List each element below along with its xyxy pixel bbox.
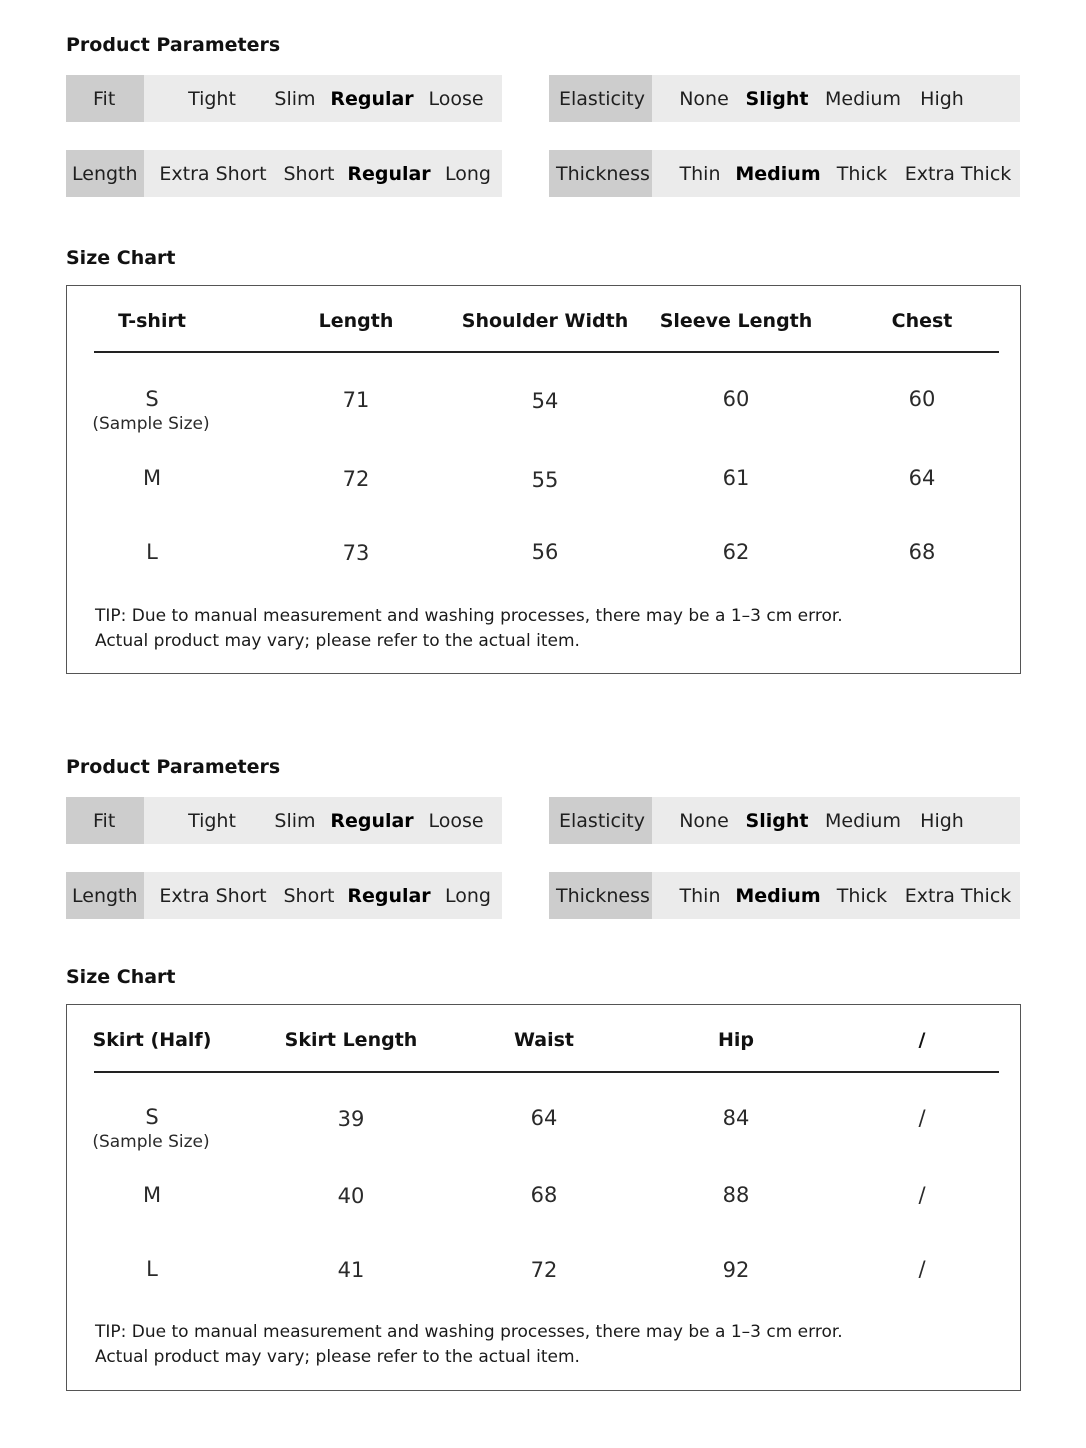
table-header: / bbox=[918, 1029, 926, 1051]
table-cell: 64 bbox=[908, 466, 936, 490]
fit-option-loose: Loose bbox=[428, 809, 484, 832]
thickness-option-extra-thick: Extra Thick bbox=[904, 162, 1012, 185]
length-parameter-bar bbox=[66, 150, 502, 197]
fit-option-loose: Loose bbox=[428, 87, 484, 110]
elasticity-parameter-bar bbox=[549, 75, 1020, 122]
table-header: Hip bbox=[717, 1029, 755, 1051]
fit-parameter-bar bbox=[66, 75, 502, 122]
size-cell: M bbox=[142, 1183, 162, 1207]
length-label: Length bbox=[66, 150, 144, 197]
table-cell: 71 bbox=[342, 388, 370, 412]
elasticity-label: Elasticity bbox=[549, 75, 652, 122]
tip-line-1: TIP: Due to manual measurement and washing processes, there may be a 1–3 cm error. bbox=[95, 606, 843, 626]
thickness-parameter-bar bbox=[549, 872, 1020, 919]
table-cell: 40 bbox=[337, 1184, 365, 1208]
length-option-short: Short bbox=[283, 884, 335, 907]
table-cell: 62 bbox=[722, 540, 750, 564]
elasticity-label: Elasticity bbox=[549, 797, 652, 844]
thickness-option-thick: Thick bbox=[836, 884, 888, 907]
table-header: Length bbox=[318, 310, 394, 332]
table-header: Skirt (Half) bbox=[92, 1029, 212, 1051]
sample-size-note: (Sample Size) bbox=[92, 1132, 210, 1152]
elasticity-option-high: High bbox=[920, 809, 964, 832]
thickness-option-medium: Medium bbox=[735, 884, 821, 907]
size-cell: L bbox=[146, 540, 158, 564]
table-cell: 54 bbox=[531, 389, 559, 413]
tip-line-2: Actual product may vary; please refer to the actual item. bbox=[95, 1347, 580, 1367]
length-option-regular: Regular bbox=[347, 884, 431, 907]
elasticity-option-medium: Medium bbox=[825, 87, 901, 110]
fit-option-slim: Slim bbox=[274, 87, 316, 110]
table-cell: 56 bbox=[531, 540, 559, 564]
fit-option-regular: Regular bbox=[330, 809, 414, 832]
length-option-short: Short bbox=[283, 162, 335, 185]
product-parameters-title: Product Parameters bbox=[66, 34, 281, 56]
size-chart-title: Size Chart bbox=[66, 966, 176, 988]
table-cell: / bbox=[918, 1257, 926, 1281]
fit-label: Fit bbox=[66, 75, 144, 122]
product-parameters-title: Product Parameters bbox=[66, 756, 281, 778]
elasticity-option-slight: Slight bbox=[745, 809, 809, 832]
thickness-label: Thickness bbox=[549, 150, 652, 197]
size-cell: M bbox=[142, 466, 162, 490]
elasticity-option-slight: Slight bbox=[745, 87, 809, 110]
length-option-long: Long bbox=[445, 884, 491, 907]
size-chart-table bbox=[66, 285, 1021, 674]
table-cell: 73 bbox=[342, 541, 370, 565]
table-cell: 88 bbox=[722, 1183, 750, 1207]
thickness-option-thin: Thin bbox=[679, 162, 721, 185]
table-cell: 41 bbox=[337, 1258, 365, 1282]
size-chart-title: Size Chart bbox=[66, 247, 176, 269]
table-cell: 92 bbox=[722, 1258, 750, 1282]
sample-size-note: (Sample Size) bbox=[92, 414, 210, 434]
thickness-option-extra-thick: Extra Thick bbox=[904, 884, 1012, 907]
table-cell: 84 bbox=[722, 1106, 750, 1130]
length-option-extra-short: Extra Short bbox=[159, 162, 267, 185]
fit-label: Fit bbox=[66, 797, 144, 844]
table-cell: 68 bbox=[530, 1183, 558, 1207]
table-cell: 64 bbox=[530, 1106, 558, 1130]
table-cell: 60 bbox=[722, 387, 750, 411]
fit-option-regular: Regular bbox=[330, 87, 414, 110]
thickness-label: Thickness bbox=[549, 872, 652, 919]
table-cell: / bbox=[918, 1106, 926, 1130]
fit-option-slim: Slim bbox=[274, 809, 316, 832]
table-cell: 61 bbox=[722, 466, 750, 490]
table-cell: / bbox=[918, 1183, 926, 1207]
table-cell: 55 bbox=[531, 468, 559, 492]
thickness-parameter-bar bbox=[549, 150, 1020, 197]
fit-parameter-bar bbox=[66, 797, 502, 844]
table-cell: 60 bbox=[908, 387, 936, 411]
tip-line-1: TIP: Due to manual measurement and washing processes, there may be a 1–3 cm error. bbox=[95, 1322, 843, 1342]
header-divider bbox=[94, 351, 999, 353]
size-chart-table bbox=[66, 1004, 1021, 1391]
fit-option-tight: Tight bbox=[188, 87, 236, 110]
table-header: T-shirt bbox=[118, 310, 186, 332]
table-cell: 72 bbox=[342, 467, 370, 491]
size-cell: S bbox=[145, 1105, 159, 1129]
length-label: Length bbox=[66, 872, 144, 919]
tip-line-2: Actual product may vary; please refer to the actual item. bbox=[95, 631, 580, 651]
thickness-option-thick: Thick bbox=[836, 162, 888, 185]
size-cell: L bbox=[146, 1257, 158, 1281]
header-divider bbox=[94, 1071, 999, 1073]
fit-option-tight: Tight bbox=[188, 809, 236, 832]
table-header: Skirt Length bbox=[284, 1029, 418, 1051]
table-cell: 39 bbox=[337, 1107, 365, 1131]
table-header: Chest bbox=[891, 310, 953, 332]
elasticity-parameter-bar bbox=[549, 797, 1020, 844]
table-cell: 68 bbox=[908, 540, 936, 564]
thickness-option-medium: Medium bbox=[735, 162, 821, 185]
elasticity-option-medium: Medium bbox=[825, 809, 901, 832]
thickness-option-thin: Thin bbox=[679, 884, 721, 907]
table-cell: 72 bbox=[530, 1258, 558, 1282]
size-cell: S bbox=[145, 387, 159, 411]
table-header: Shoulder Width bbox=[461, 310, 629, 332]
length-option-extra-short: Extra Short bbox=[159, 884, 267, 907]
length-option-long: Long bbox=[445, 162, 491, 185]
table-header: Sleeve Length bbox=[659, 310, 813, 332]
elasticity-option-high: High bbox=[920, 87, 964, 110]
elasticity-option-none: None bbox=[679, 809, 729, 832]
length-parameter-bar bbox=[66, 872, 502, 919]
table-header: Waist bbox=[513, 1029, 575, 1051]
length-option-regular: Regular bbox=[347, 162, 431, 185]
elasticity-option-none: None bbox=[679, 87, 729, 110]
